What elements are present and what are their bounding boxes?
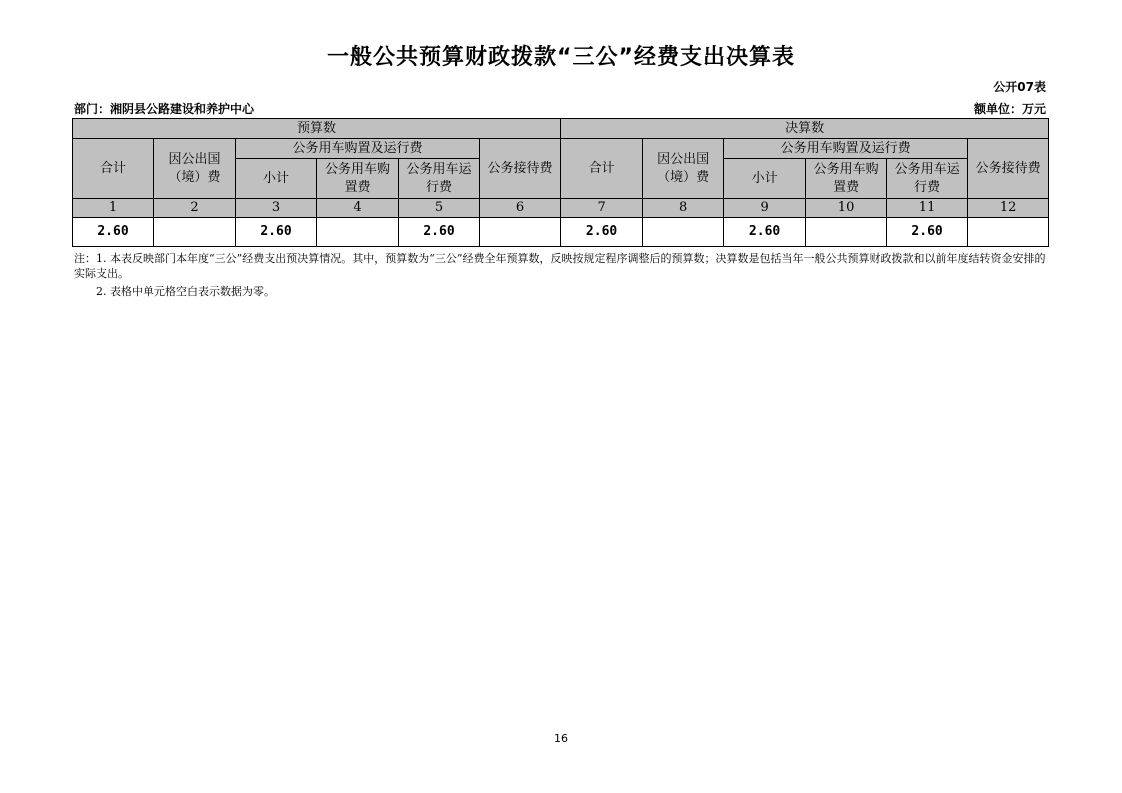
header-vehicle-purchase-line1: 公务用车购	[324, 161, 390, 177]
column-number: 1	[73, 199, 154, 218]
header-final-vehicle-operation	[887, 159, 968, 199]
header-budget-subtotal: 小计	[236, 159, 317, 199]
header-final-reception: 公务接待费	[968, 139, 1049, 199]
column-number: 8	[643, 199, 724, 218]
value-cell	[317, 218, 399, 247]
column-number: 10	[806, 199, 887, 218]
column-number: 2	[154, 199, 236, 218]
header-final: 决算数	[561, 119, 1049, 139]
three-public-expense-table	[72, 118, 1049, 247]
header-vehicle-operation-line2: 行费	[425, 179, 452, 195]
column-number: 3	[236, 199, 317, 218]
column-number: 12	[968, 199, 1049, 218]
header-vehicle-purchase-line1: 公务用车购	[813, 161, 879, 177]
header-budget-abroad	[154, 139, 236, 199]
header-abroad-line2: （境）费	[168, 169, 221, 185]
header-budget-vehicle-operation	[399, 159, 480, 199]
value-cell: 2.60	[73, 218, 154, 247]
header-final-abroad	[643, 139, 724, 199]
header-final-vehicle-purchase	[806, 159, 887, 199]
header-vehicle-purchase-line2: 置费	[344, 179, 371, 195]
column-number: 9	[724, 199, 806, 218]
notes	[74, 251, 1050, 299]
note-1: 注：1. 本表反映部门本年度“三公”经费支出预决算情况。其中，预算数为“三公”经费全年预算数，反映按规定程序调整后的预算数；决算数是包括当年一般公共预算财政拨款和以前年度结转资金安排的实际支出。	[74, 252, 1046, 280]
header-budget-reception: 公务接待费	[480, 139, 561, 199]
header-vehicle-operation-line2: 行费	[914, 179, 941, 195]
table-row	[73, 218, 1049, 247]
value-cell: 2.60	[236, 218, 317, 247]
header-vehicle-operation-line1: 公务用车运	[406, 161, 472, 177]
department-label: 部门：湘阴县公路建设和养护中心	[74, 102, 255, 116]
form-number: 公开07表	[993, 80, 1046, 94]
header-budget: 预算数	[73, 119, 561, 139]
value-cell	[643, 218, 724, 247]
column-number-row	[73, 199, 1049, 218]
value-cell: 2.60	[561, 218, 643, 247]
value-cell: 2.60	[724, 218, 806, 247]
header-abroad-line1: 因公出国	[657, 151, 710, 167]
value-cell	[480, 218, 561, 247]
header-abroad-line1: 因公出国	[168, 151, 221, 167]
column-number: 7	[561, 199, 643, 218]
column-number: 5	[399, 199, 480, 218]
header-final-vehicle: 公务用车购置及运行费	[724, 139, 968, 159]
page-title: 一般公共预算财政拨款“三公”经费支出决算表	[327, 45, 795, 70]
header-budget-vehicle: 公务用车购置及运行费	[236, 139, 480, 159]
header-vehicle-purchase-line2: 置费	[833, 179, 860, 195]
column-number: 11	[887, 199, 968, 218]
header-final-subtotal: 小计	[724, 159, 806, 199]
note-2: 2. 表格中单元格空白表示数据为零。	[96, 285, 275, 298]
column-number: 6	[480, 199, 561, 218]
value-cell	[806, 218, 887, 247]
header-abroad-line2: （境）费	[657, 169, 710, 185]
value-cell	[154, 218, 236, 247]
header-budget-vehicle-purchase	[317, 159, 399, 199]
value-cell	[968, 218, 1049, 247]
page-number: 16	[554, 732, 568, 745]
header-budget-total: 合计	[73, 139, 154, 199]
header-final-total: 合计	[561, 139, 643, 199]
unit-label: 额单位：万元	[973, 102, 1046, 116]
value-cell: 2.60	[399, 218, 480, 247]
header-vehicle-operation-line1: 公务用车运	[894, 161, 960, 177]
column-number: 4	[317, 199, 399, 218]
value-cell: 2.60	[887, 218, 968, 247]
